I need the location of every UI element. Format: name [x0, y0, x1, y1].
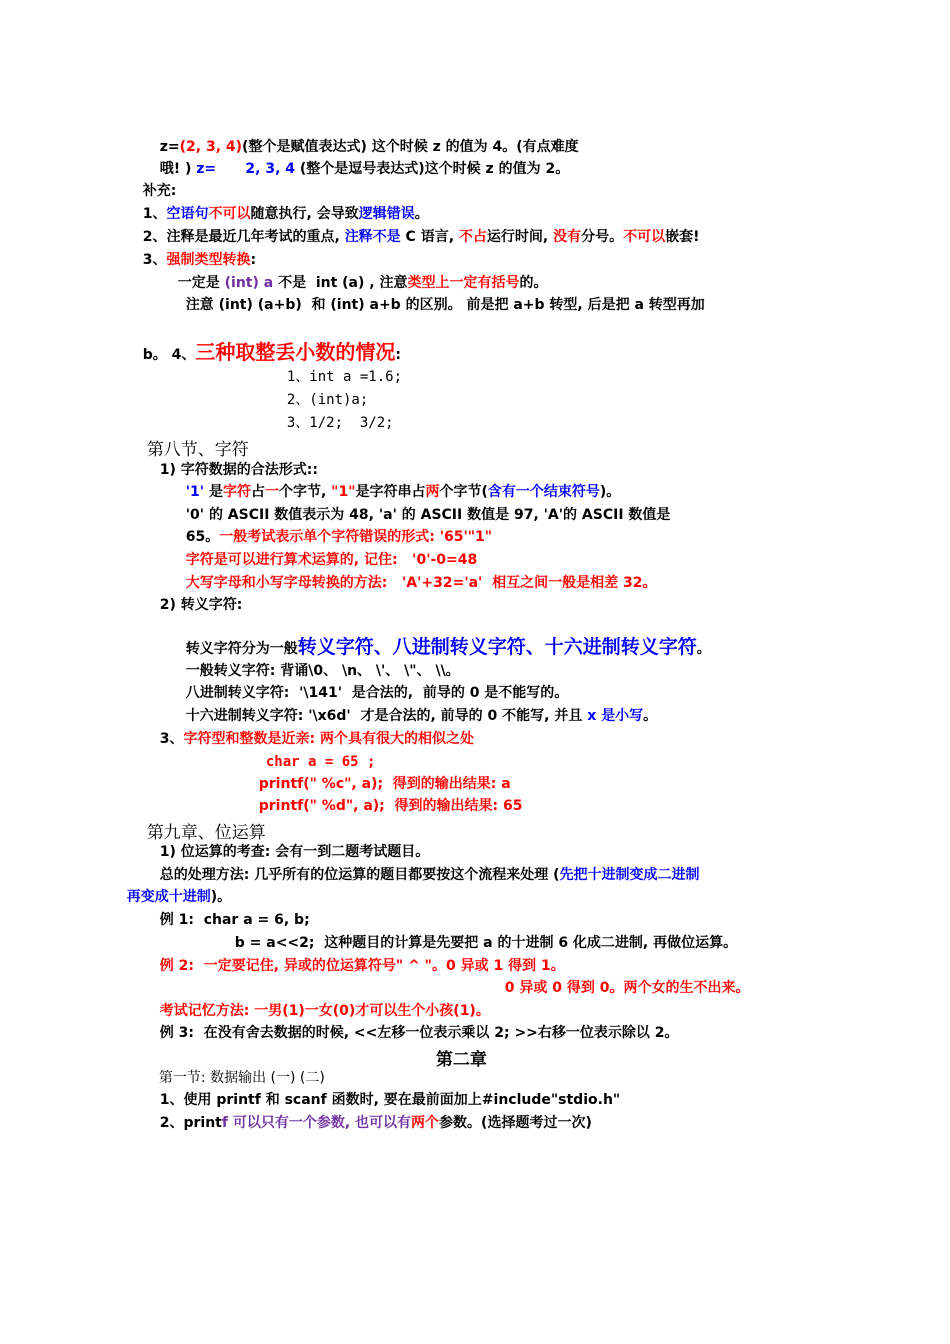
text-line: 1、int a =1.6; — [286, 369, 403, 385]
text-line: 补充: — [142, 183, 177, 199]
text-line: 转义字符分为一般转义字符、八进制转义字符、十六进制转义字符。 — [185, 636, 711, 658]
text-line: 2、注释是最近几年考试的重点, 注释不是 C 语言, 不占运行时间, 没有分号。不可以嵌套! — [142, 229, 700, 245]
text-line: 考试记忆方法: 一男(1)一女(0)才可以生个小孩(1)。 — [159, 1003, 490, 1019]
code-line: printf(" %c", a); 得到的输出结果: a — [258, 776, 511, 792]
text-line: 0 异或 0 得到 0。两个女的生不出来。 — [504, 980, 750, 996]
text-line: 例 1: char a = 6, b; — [159, 912, 310, 928]
text-line: 1、使用 printf 和 scanf 函数时, 要在最前面加上#include"stdio.h" — [159, 1092, 621, 1108]
text-line: 十六进制转义字符: '\x6d' 才是合法的, 前导的 0 不能写, 并且 x 是小写。 — [185, 708, 658, 724]
text-line: z=(2, 3, 4)(整个是赋值表达式) 这个时候 z 的值为 4。(有点难度 — [159, 139, 579, 155]
section-heading: 第九章、位运算 — [146, 823, 266, 843]
text-line: 注意 (int) (a+b) 和 (int) a+b 的区别。 前是把 a+b 转型, 后是把 a 转型再加 — [185, 297, 705, 313]
text-line: '1' 是字符占一个字节, "1"是字符串占两个字节(含有一个结束符号)。 — [185, 484, 621, 500]
code-line: printf(" %d", a); 得到的输出结果: 65 — [258, 798, 523, 814]
text-line: 再变成十进制)。 — [126, 889, 232, 905]
text-line: 3、强制类型转换: — [142, 252, 257, 268]
text-line: 3、字符型和整数是近亲: 两个具有很大的相似之处 — [159, 731, 474, 747]
text-line: 2、(int)a; — [286, 392, 369, 408]
text-line: 八进制转义字符: '\141' 是合法的, 前导的 0 是不能写的。 — [185, 685, 569, 701]
text-line: 一定是 (int) a 不是 int (a) , 注意类型上一定有括号的。 — [177, 275, 548, 291]
text-line: 一般转义字符: 背诵\0、 \n、 \'、 \"、 \\。 — [185, 663, 460, 679]
text-line: 例 3: 在没有舍去数据的时候, <<左移一位表示乘以 2; >>右移一位表示除以 2。 — [159, 1025, 679, 1041]
text-line: b。 4、三种取整丢小数的情况: — [142, 340, 401, 364]
text-line: 2、printf 可以只有一个参数, 也可以有两个参数。(选择题考过一次) — [159, 1115, 592, 1131]
text-line: 2) 转义字符: — [159, 597, 243, 613]
text-line: 第一节: 数据输出 (一) (二) — [158, 1070, 325, 1086]
chapter-heading: 第二章 — [435, 1050, 487, 1070]
text-line: b = a<<2; 这种题目的计算是先要把 a 的十进制 6 化成二进制, 再做位运算。 — [234, 935, 738, 951]
text-line: 哦! ) z= 2, 3, 4 (整个是逗号表达式)这个时候 z 的值为 2。 — [159, 161, 570, 177]
section-heading: 第八节、字符 — [146, 440, 249, 460]
text-line: 例 2: 一定要记住, 异或的位运算符号" ^ "。0 异或 1 得到 1。 — [159, 958, 565, 974]
text-line: 字符是可以进行算术运算的, 记住: '0'-0=48 — [185, 552, 478, 568]
text-line: '0' 的 ASCII 数值表示为 48, 'a' 的 ASCII 数值是 97, 'A'的 ASCII 数值是 — [185, 507, 671, 523]
text-line: 65。一般考试表示单个字符错误的形式: '65'"1" — [185, 529, 493, 545]
text-line: 1、空语句不可以随意执行, 会导致逻辑错误。 — [142, 206, 429, 222]
code-line: char a = 65 ; — [265, 754, 376, 770]
text-line: 1) 位运算的考查: 会有一到二题考试题目。 — [159, 844, 430, 860]
text-line: 总的处理方法: 几乎所有的位运算的题目都要按这个流程来处理 (先把十进制变成二进制 — [159, 867, 700, 883]
text-line: 大写字母和小写字母转换的方法: 'A'+32='a' 相互之间一般是相差 32。 — [185, 575, 657, 591]
text-line: 1) 字符数据的合法形式:: — [159, 462, 318, 478]
text-line: 3、1/2; 3/2; — [286, 415, 394, 431]
